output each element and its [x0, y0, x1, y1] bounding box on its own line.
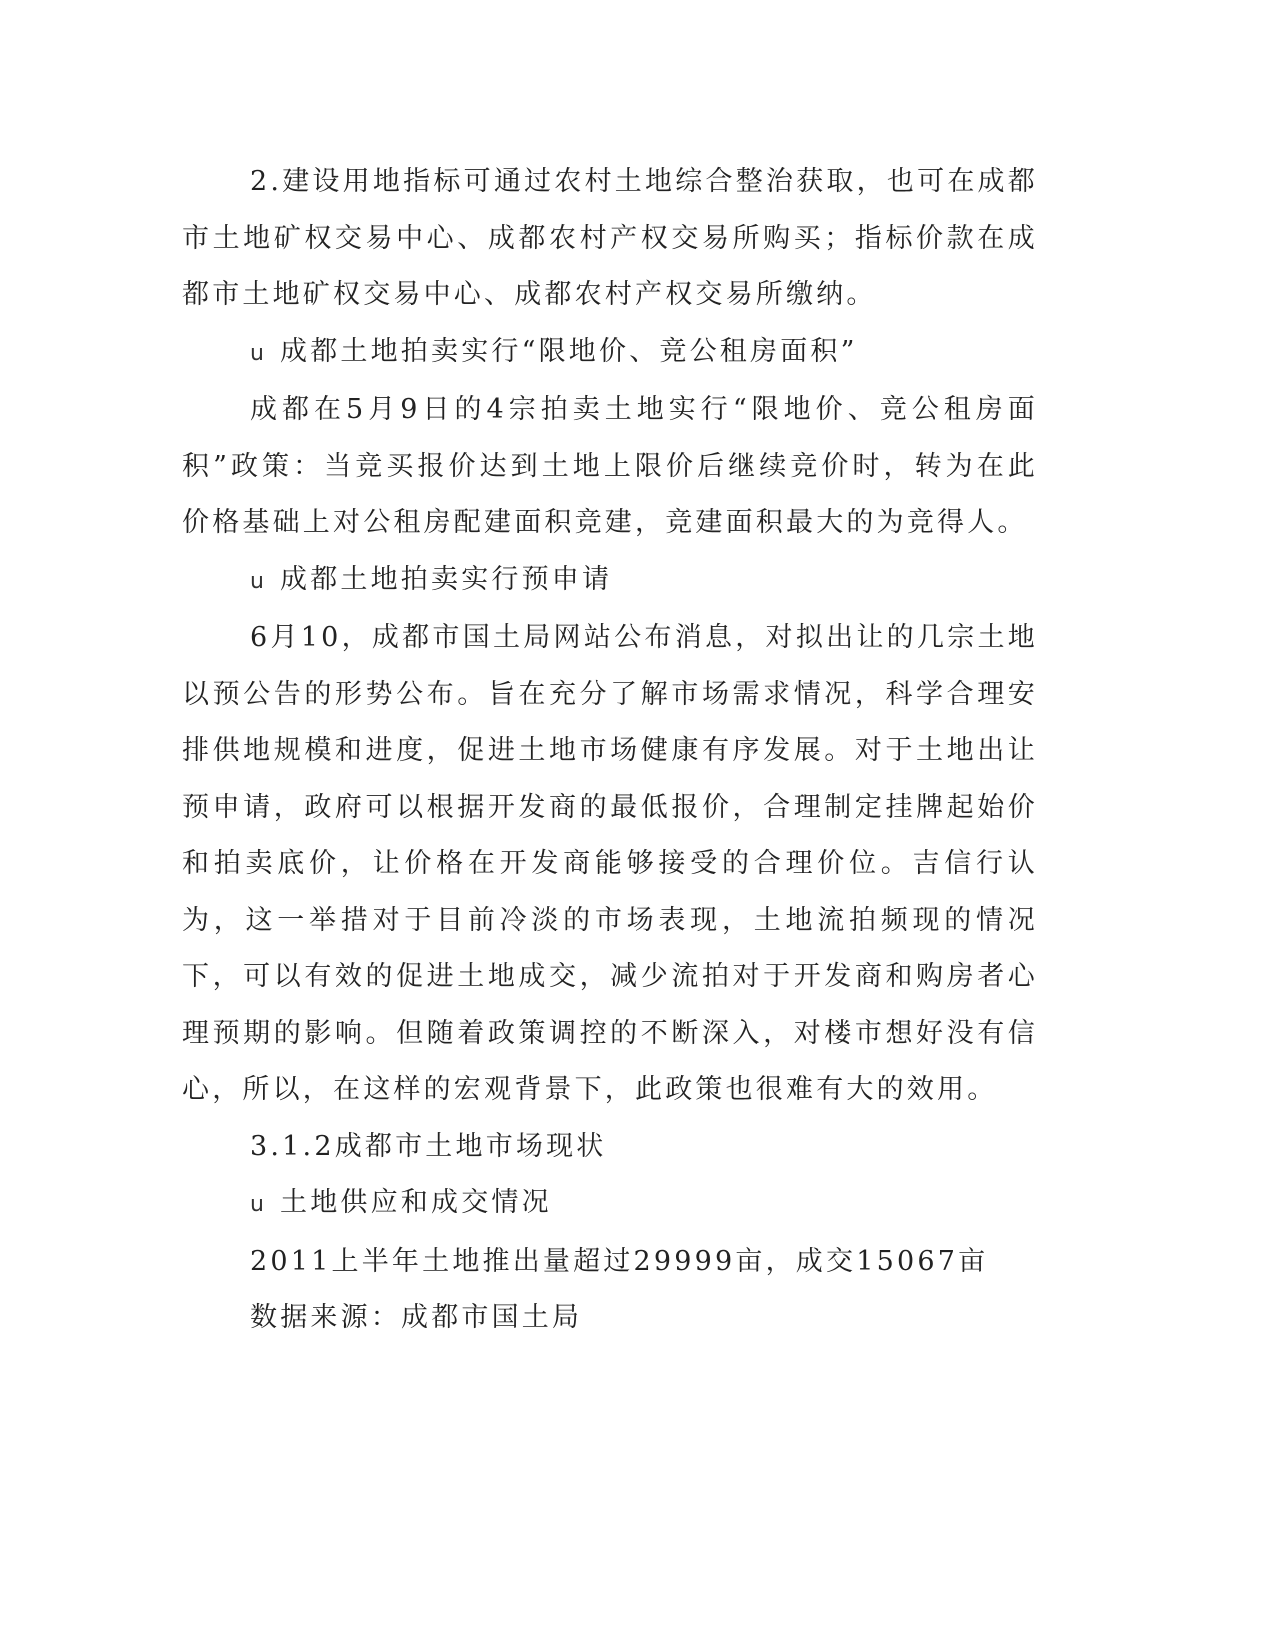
bullet-marker: u — [250, 1192, 264, 1217]
document-body — [182, 154, 1038, 1347]
bullet-text: 成都土地拍卖实行预申请 — [280, 563, 613, 595]
paragraph-land-quota — [182, 154, 1038, 324]
paragraph-text: 2011上半年土地推出量超过29999亩，成交15067亩 — [250, 1245, 989, 1277]
bullet-marker: u — [250, 340, 264, 366]
section-heading — [182, 1119, 1038, 1176]
bullet-item-pre-application — [182, 552, 1038, 611]
bullet-text: 土地供应和成交情况 — [280, 1187, 552, 1218]
paragraph-pre-application-detail — [182, 610, 1038, 1119]
paragraph-text: 2.建设用地指标可通过农村土地综合整治获取，也可在成都市土地矿权交易中心、成都农村产权交易所购买；指标价款在成都市土地矿权交易中心、成都农村产权交易所缴纳。 — [182, 166, 1038, 310]
paragraph-auction-policy — [182, 382, 1038, 552]
paragraph-text: 数据来源：成都市国土局 — [250, 1302, 583, 1333]
paragraph-text: 成都在5月9日的4宗拍卖土地实行“限地价、竞公租房面积”政策：当竞买报价达到土地上限价后继续竞价时，转为在此价格基础上对公租房配建面积竞建，竞建面积最大的为竞得人。 — [182, 394, 1038, 538]
paragraph-supply-figures — [182, 1234, 1038, 1291]
paragraph-data-source — [182, 1290, 1038, 1347]
bullet-item-supply — [182, 1175, 1038, 1234]
bullet-marker: u — [250, 568, 264, 594]
bullet-text: 成都土地拍卖实行“限地价、竞公租房面积” — [280, 335, 858, 367]
section-heading-text: 3.1.2成都市土地市场现状 — [250, 1130, 607, 1162]
paragraph-text: 6月10，成都市国土局网站公布消息，对拟出让的几宗土地以预公告的形势公布。旨在充分了解市场需求情况，科学合理安排供地规模和进度，促进土地市场健康有序发展。对于土地出让预申请，政府可以根据开发商的最低报价，合理制定挂牌起始价和拍卖底价，让价格在开发商能够接受的合理价位。吉信行认为，这一举措对于目前冷淡的市场表现，土地流拍频现的情况下，可以有效的促进土地成交，减少流拍对于开发商和购房者心理预期的影响。但随着政策调控的不断深入，对楼市想好没有信心，所以，在这样的宏观背景下，此政策也很难有大的效用。 — [182, 622, 1038, 1105]
bullet-item-price-limit — [182, 324, 1038, 383]
